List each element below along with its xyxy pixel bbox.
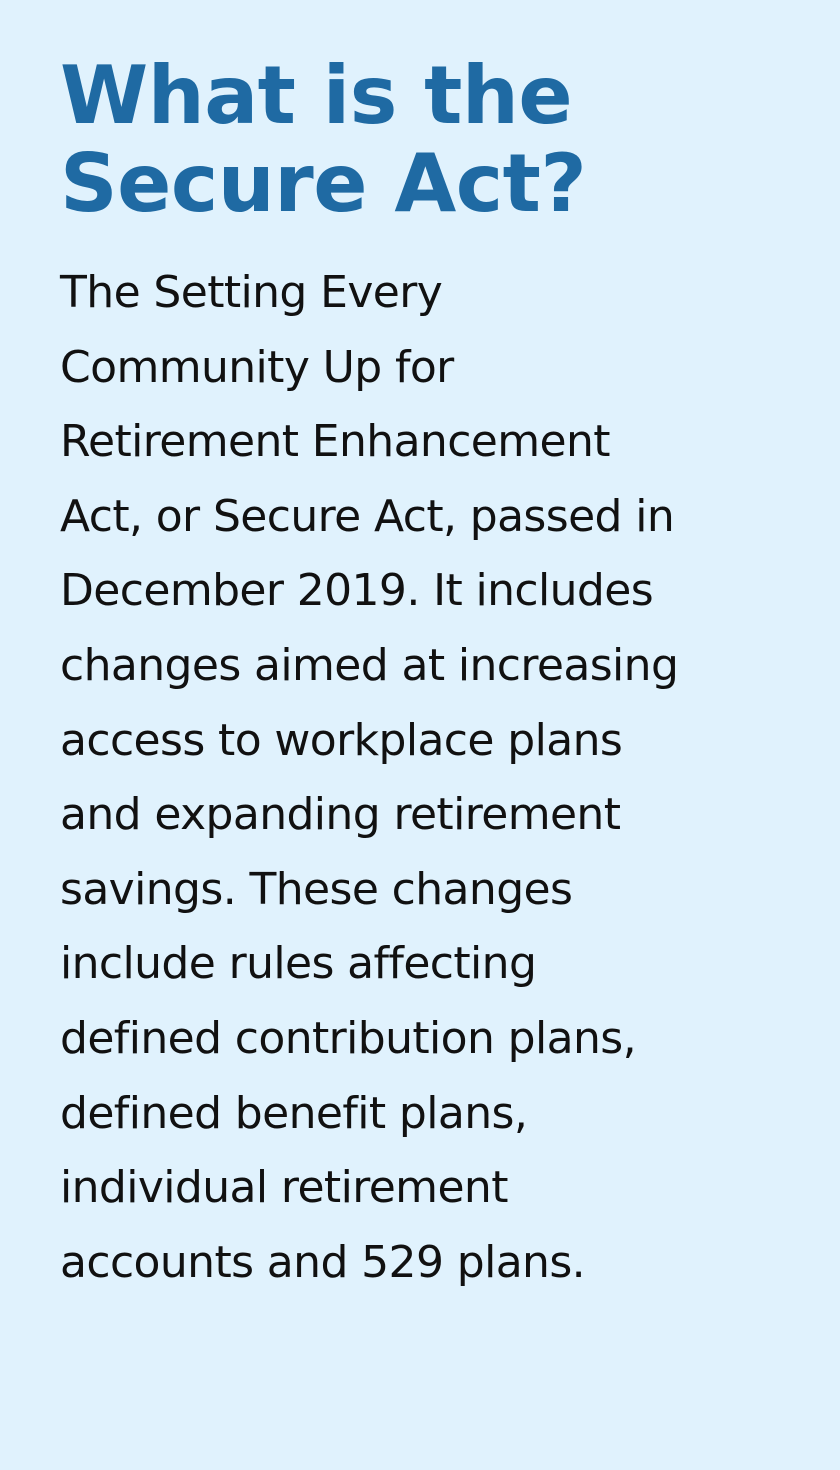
title-line: What is the	[60, 49, 573, 142]
body-line: and expanding retirement	[60, 789, 621, 841]
body-line: defined contribution plans,	[60, 1012, 636, 1064]
page-title	[60, 49, 780, 230]
body-line: savings. These changes	[60, 863, 573, 915]
body-line: Act, or Secure Act, passed in	[60, 490, 675, 542]
body-line: The Setting Every	[60, 267, 443, 318]
body-line: Retirement Enhancement	[60, 416, 610, 468]
body-line: access to workplace plans	[60, 714, 623, 766]
body-line: Community Up for	[60, 341, 454, 393]
body-paragraph	[60, 256, 780, 1300]
body-line: December 2019. It includes	[60, 565, 654, 617]
body-line: include rules affecting	[60, 938, 537, 990]
body-line: individual retirement	[60, 1162, 508, 1214]
body-line: defined benefit plans,	[60, 1087, 528, 1139]
body-line: changes aimed at increasing	[60, 639, 679, 691]
title-line: Secure Act?	[60, 137, 587, 230]
body-line: accounts and 529 plans.	[60, 1236, 586, 1288]
